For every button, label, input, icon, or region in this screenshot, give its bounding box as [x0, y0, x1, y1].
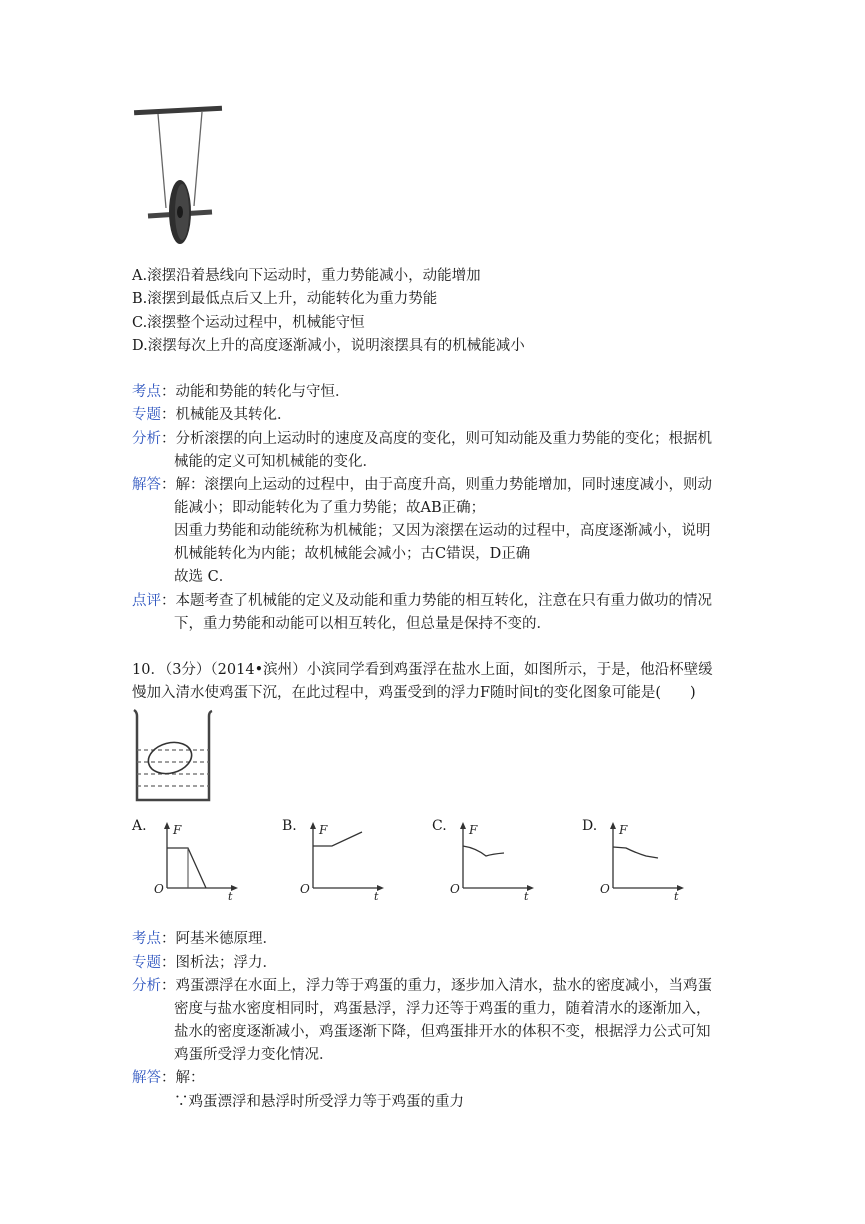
graph-d-label: D.	[582, 818, 598, 834]
q9-kaodian-text: ：动能和势能的转化与守恒．	[161, 384, 350, 400]
egg	[145, 738, 195, 778]
graph-b-origin: O	[300, 882, 310, 896]
q10-fenxi-text-2: 密度与盐水密度相同时，鸡蛋悬浮，浮力还等于鸡蛋的重力，随着清水的逐渐加入，	[174, 1001, 711, 1017]
graph-a-curve	[167, 848, 206, 888]
q9-fenxi-row	[132, 429, 712, 449]
q10-kaodian-label: 考点	[132, 931, 161, 947]
q9-fenxi-text-2: 械能的定义可知机械能的变化．	[174, 454, 377, 470]
q9-option-b: B.滚摆到最低点后又上升，动能转化为重力势能	[132, 291, 438, 307]
q9-jieda-text-2: 能减小；即动能转化为了重力势能；故AB正确；	[174, 500, 486, 516]
q9-dianping-text-2: 下，重力势能和动能可以相互转化，但总量是保持不变的．	[174, 616, 551, 632]
q10-jieda-text-2: ∵鸡蛋漂浮和悬浮时所受浮力等于鸡蛋的重力	[174, 1094, 464, 1110]
q9-kaodian-label: 考点	[132, 384, 161, 400]
q9-fenxi-label: 分析	[132, 431, 161, 447]
q10-fenxi-text-1: ：鸡蛋漂浮在水面上，浮力等于鸡蛋的重力，逐步加入清水，盐水的密度减小，当鸡蛋	[161, 978, 712, 994]
q9-jieda-row	[132, 475, 712, 495]
q9-jieda-label: 解答	[132, 477, 161, 493]
graph-b-label: B.	[282, 818, 297, 834]
q9-jieda-text-1: ：解：滚摆向上运动的过程中，由于高度升高，则重力势能增加，同时速度减小，则动	[161, 477, 712, 493]
q9-zhuanti-row	[132, 405, 292, 425]
q10-fenxi-text-4: 鸡蛋所受浮力变化情况．	[174, 1047, 334, 1063]
graph-d-x-label: t	[674, 890, 679, 900]
q10-zhuanti-row	[132, 953, 277, 973]
q9-dianping-label: 点评	[132, 593, 161, 609]
pendulum-top-bar	[134, 106, 222, 116]
graph-b-x-label: t	[374, 890, 379, 900]
q10-fenxi-label: 分析	[132, 978, 161, 994]
q9-jieda-text-4: 机械能转化为内能；故机械能会减小；古C错误，D正确	[174, 546, 531, 562]
q9-zhuanti-text: ：机械能及其转化．	[161, 407, 292, 423]
roller-pendulum-figure	[128, 100, 228, 250]
graph-a-label: A.	[132, 818, 147, 834]
graph-a-x-label: t	[228, 890, 233, 900]
graph-d-origin: O	[600, 882, 610, 896]
q10-jieda-text-1: ：解：	[161, 1070, 205, 1086]
q10-stem-1: 10．（3分）（2014•滨州）小滨同学看到鸡蛋浮在盐水上面，如图所示，于是，他沿杯壁缓	[132, 662, 713, 678]
graph-c-label: C.	[432, 818, 447, 834]
graph-a	[150, 820, 240, 900]
graph-c-curve	[463, 846, 504, 856]
pendulum-left-string	[158, 114, 166, 208]
q10-fenxi-text-3: 盐水的密度逐渐减小，鸡蛋逐渐下降，但鸡蛋排开水的体积不变，根据浮力公式可知	[174, 1024, 711, 1040]
q10-fenxi-row	[132, 976, 712, 996]
q9-zhuanti-label: 专题	[132, 407, 161, 423]
q9-option-d: D.滚摆每次上升的高度逐渐减小，说明滚摆具有的机械能减小	[132, 338, 525, 354]
graph-d-y-label: F	[619, 823, 628, 837]
graph-d	[596, 820, 686, 900]
graph-c-y-label: F	[469, 823, 478, 837]
q10-zhuanti-label: 专题	[132, 955, 161, 971]
q9-fenxi-text-1: ：分析滚摆的向上运动时的速度及高度的变化，则可知动能及重力势能的变化；根据机	[161, 431, 712, 447]
q9-option-a: A.滚摆沿着悬线向下运动时，重力势能减小，动能增加	[132, 268, 481, 284]
graph-c-origin: O	[450, 882, 460, 896]
q9-option-c: C.滚摆整个运动过程中，机械能守恒	[132, 315, 365, 331]
graph-c	[446, 820, 536, 900]
graph-b	[296, 820, 386, 900]
q10-zhuanti-text: ：图析法；浮力．	[161, 955, 277, 971]
q10-jieda-label: 解答	[132, 1070, 161, 1086]
graph-d-curve	[613, 847, 658, 858]
q9-dianping-text-1: ：本题考查了机械能的定义及动能和重力势能的相互转化，注意在只有重力做功的情况	[161, 593, 712, 609]
graph-c-x-label: t	[524, 890, 529, 900]
graph-a-origin: O	[154, 882, 164, 896]
graph-a-y-label: F	[173, 823, 182, 837]
graph-b-y-label: F	[319, 823, 328, 837]
beaker-egg-figure	[130, 708, 216, 806]
q10-jieda-row	[132, 1068, 205, 1088]
q9-kaodian-row	[132, 382, 350, 402]
q9-dianping-row	[132, 591, 712, 611]
q10-kaodian-text: ：阿基米德原理．	[161, 931, 277, 947]
q9-jieda-text-5: 故选 C．	[174, 569, 234, 585]
q9-jieda-text-3: 因重力势能和动能统称为机械能；又因为滚摆在运动的过程中，高度逐渐减小，说明	[174, 523, 711, 539]
pendulum-right-string	[194, 112, 202, 206]
q10-stem-2: 慢加入清水使鸡蛋下沉，在此过程中，鸡蛋受到的浮力F随时间t的变化图象可能是( )	[132, 685, 696, 701]
q10-kaodian-row	[132, 929, 277, 949]
